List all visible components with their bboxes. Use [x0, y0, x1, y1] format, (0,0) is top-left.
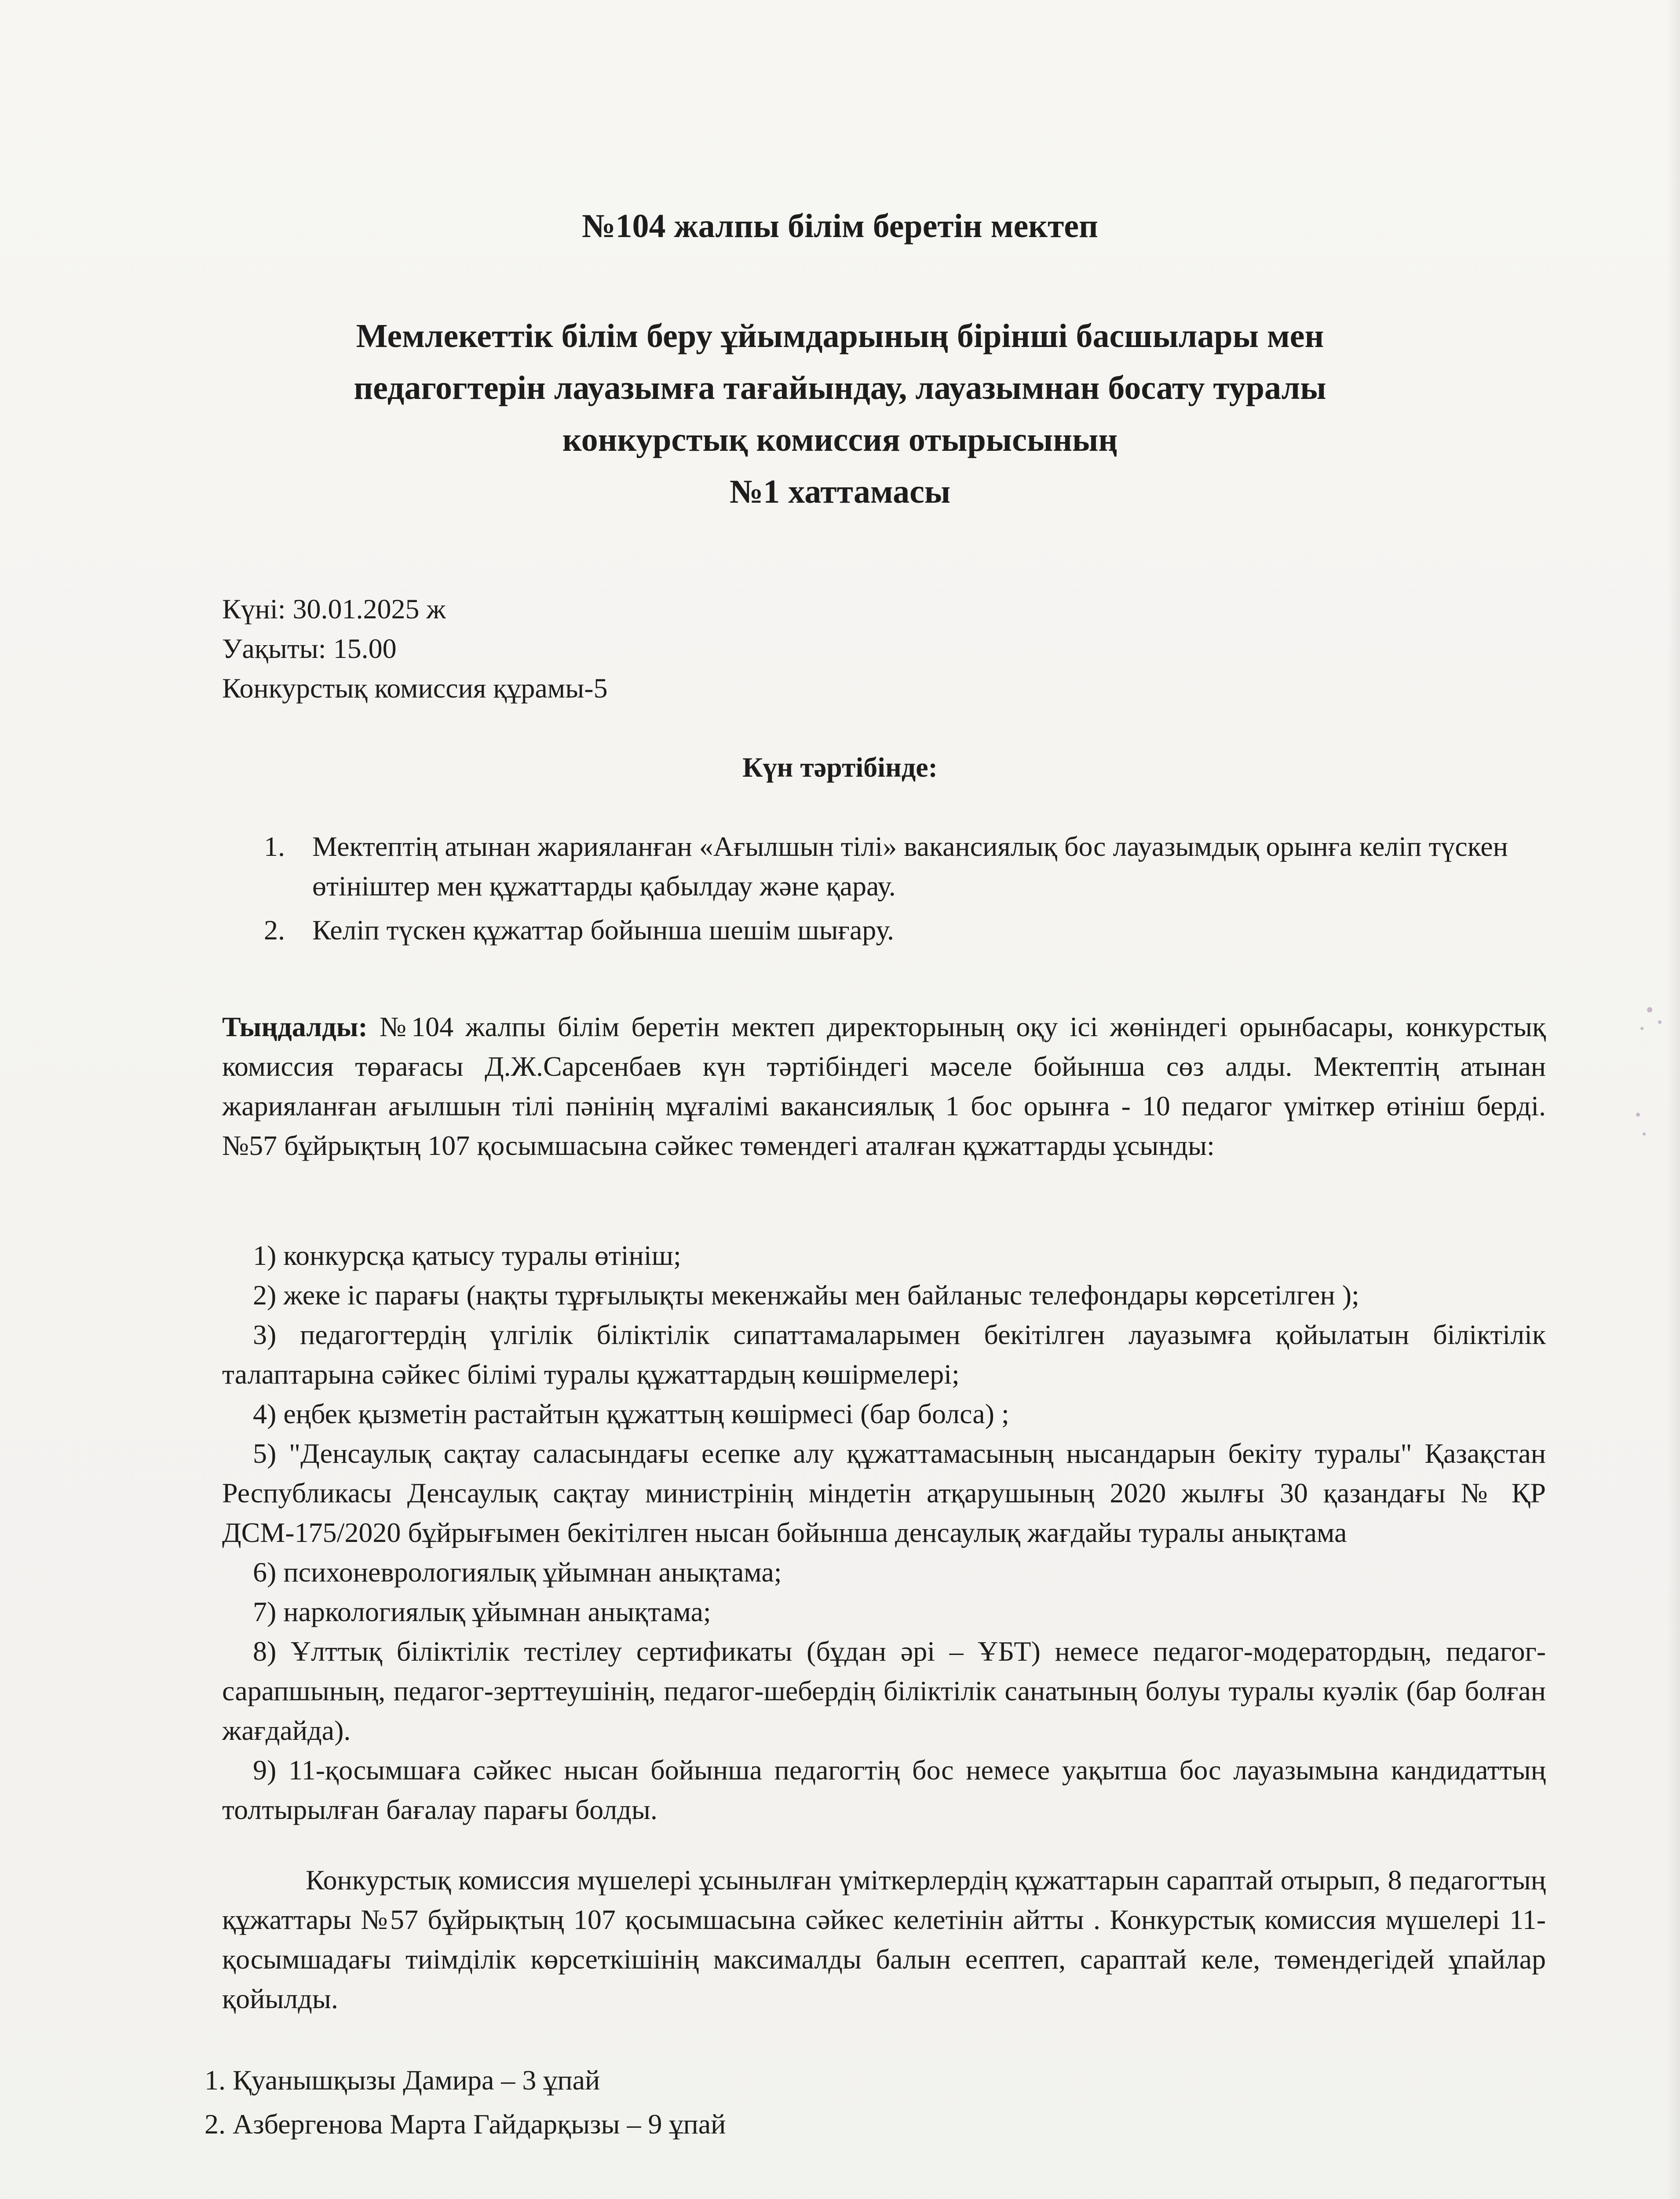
school-title: №104 жалпы білім беретін мектеп — [582, 208, 1098, 245]
agenda-item-text: Келіп түскен құжаттар бойынша шешім шығару. — [312, 914, 895, 946]
listened-label: Тыңдалды: — [222, 1011, 368, 1042]
document-item: 7) наркологиялық ұйымнан анықтама; — [253, 1596, 711, 1627]
document-item: 4) еңбек қызметін растайтын құжаттың көшірмесі (бар болса) ; — [253, 1398, 1009, 1429]
agenda-item — [264, 910, 1513, 950]
agenda-item — [264, 827, 1513, 906]
paper-speck — [1658, 1020, 1662, 1024]
rating-item: 1. Қуанышқызы Дамира – 3 ұпай — [205, 2064, 600, 2096]
document-item: 9) 11-қосымшаға сәйкес нысан бойынша педагогтің бос немесе уақытша бос лауазымына кандидаттың толтырылған бағалау парағы болды. — [222, 1754, 1546, 1825]
paper-speck — [1647, 1007, 1652, 1012]
commission-composition: Конкурстық комиссия құрамы-5 — [222, 672, 608, 704]
agenda-item-number: 2. — [264, 914, 285, 946]
agenda-title: Күн тәртібінде: — [742, 752, 938, 783]
agenda-list — [264, 827, 1513, 954]
paper-speck — [1640, 1027, 1643, 1030]
protocol-number: №1 хаттамасы — [729, 473, 951, 510]
documents-list — [222, 1236, 1546, 1830]
meeting-date: Күні: 30.01.2025 ж — [222, 593, 446, 625]
conclusion-text: Конкурстық комиссия мүшелері ұсынылған үміткерлердің құжаттарын сараптай отырып, 8 педагогтың құжаттары №57 бұйрықтың 107 қосымшасына сәйкес келетінін айтты . Конкурстық комиссия мүшелері 11- қосымшадағы тиімділік көрсеткішінің максималды балын есептеп, сараптай келе, төмендегідей ұпайлар қойылды. — [222, 1864, 1546, 2014]
document-item: 3) педагогтердің үлгілік біліктілік сипаттамаларымен бекітілген лауазымға қойылатын біліктілік талаптарына сәйкес білімі туралы құжаттардың көшірмелері; — [222, 1319, 1546, 1390]
protocol-heading-line: педагогтерін лауазымға тағайындау, лауазымнан босату туралы — [354, 369, 1326, 406]
document-item: 1) конкурсқа қатысу туралы өтініш; — [253, 1240, 681, 1271]
paper-speck — [1643, 1132, 1646, 1136]
document-item: 5) "Денсаулық сақтау саласындағы есепке алу құжаттамасының нысандарын бекіту туралы" Қазақстан Республикасы Денсаулық сақтау министрінің міндетін атқарушының 2020 жылғы 30 қазандағы № ҚР ДСМ-175/2020 бұйрығымен бекітілген нысан бойынша денсаулық жағдайы туралы анықтама — [222, 1438, 1546, 1548]
ratings-list — [205, 2058, 726, 2146]
agenda-item-number: 1. — [264, 831, 285, 862]
agenda-item-text: Мектептің атынан жарияланған «Ағылшын тілі» вакансиялық бос лауазымдық орынға келіп түскен өтініштер мен құжаттарды қабылдау және қарау. — [312, 831, 1508, 902]
document-item: 8) Ұлттық біліктілік тестілеу сертификаты (бұдан әрі – ҰБТ) немесе педагог-модератордың, педагог-сарапшының, педагог-зерттеушінің, педагог-шебердің біліктілік санатының болуы туралы куәлік (бар болған жағдайда). — [222, 1636, 1546, 1746]
meeting-meta — [222, 589, 608, 708]
rating-item: 2. Азбергенова Марта Гайдарқызы – 9 ұпай — [205, 2108, 726, 2140]
protocol-heading — [0, 310, 1680, 518]
paper-speck — [1636, 1113, 1640, 1117]
protocol-heading-line: Мемлекеттік білім беру ұйымдарының бірінші басшылары мен — [356, 318, 1324, 354]
meeting-time: Уақыты: 15.00 — [222, 633, 397, 664]
page-edge-shadow — [1667, 0, 1680, 2199]
conclusion-paragraph — [222, 1860, 1546, 2019]
listened-text: №104 жалпы білім беретін мектеп директорының оқу ісі жөніндегі орынбасары, конкурстық комиссия төрағасы Д.Ж.Сарсенбаев күн тәртібіндегі мәселе бойынша сөз алды. Мектептің атынан жарияланған ағылшын тілі пәнінің мұғалімі вакансиялық 1 бос орынға - 10 педагог үміткер өтініш берді. №57 бұйрықтың 107 қосымшасына сәйкес төмендегі аталған құжаттарды ұсынды: — [222, 1011, 1546, 1161]
listened-paragraph — [222, 1007, 1546, 1165]
protocol-heading-line: конкурстық комиссия отырысының — [562, 421, 1118, 458]
document-item: 2) жеке іс парағы (нақты тұрғылықты мекенжайы мен байланыс телефондары көрсетілген ); — [253, 1279, 1359, 1311]
document-item: 6) психоневрологиялық ұйымнан анықтама; — [253, 1556, 782, 1588]
